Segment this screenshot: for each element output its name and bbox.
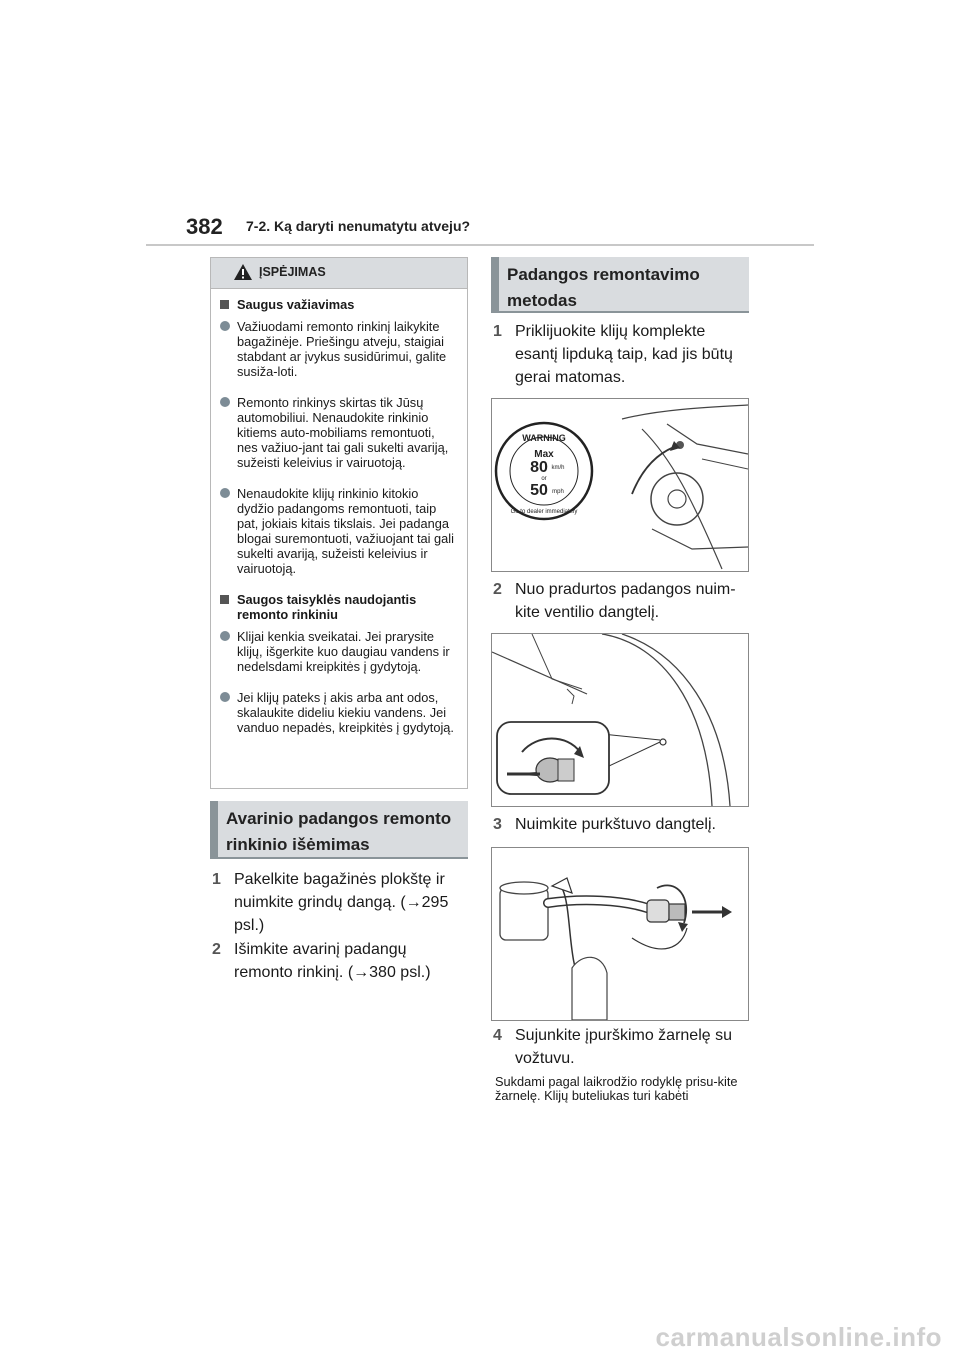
sprayer-cap-figure — [491, 847, 749, 1021]
sticker-illustration — [492, 399, 748, 571]
bullet-icon — [220, 321, 230, 331]
sticker-kmh-value: 80 — [530, 459, 548, 476]
valve-cap-figure — [491, 633, 749, 807]
sticker-mph-unit: mph — [552, 489, 564, 495]
watermark: carmanualsonline.info — [655, 1322, 942, 1352]
left-step-1: 1 Pakelkite bagažinės plokštę ir nuimkite grindų dangą. (→295 psl.) — [212, 871, 449, 934]
warning-item: Važiuodami remonto rinkinį laikykite bagažinėje. Priešingu atveju, staigiai stabdant ar įvykus susidūrimui, galite susiža-loti. — [219, 319, 457, 379]
sticker-ring-text: Go to dealer immediately — [510, 509, 578, 515]
sticker-or-text: or — [541, 476, 547, 482]
square-bullet-icon — [220, 595, 229, 604]
header-divider — [146, 244, 814, 246]
bullet-icon — [220, 488, 230, 498]
right-step-1: 1 Priklijuokite klijų komplekte esantį lipduką taip, kad jis būtų gerai matomas. — [493, 323, 733, 386]
bullet-icon — [220, 692, 230, 702]
sticker-warning-text: WARNING — [522, 433, 566, 443]
sticker-mph-value: 50 — [530, 482, 548, 499]
right-step-2: 2 Nuo pradurtos padangos nuim-kite ventilio dangtelį. — [493, 581, 736, 621]
square-bullet-icon — [220, 300, 229, 309]
warning-header — [211, 258, 467, 289]
warning-item: Remonto rinkinys skirtas tik Jūsų automobiliui. Nenaudokite rinkinio kitiems auto-mobiliams remontuoti, nes važiuo-jant tai gali sukelti avariją, sužeisti keleivius ir vairuotoją. — [219, 395, 457, 470]
bullet-icon — [220, 397, 230, 407]
right-step-3: 3 Nuimkite purkštuvo dangtelį. — [493, 816, 716, 833]
sticker-max-text: Max — [534, 449, 554, 460]
step-note: Sukdami pagal laikrodžio rodyklę prisu-kite žarnelę. Klijų buteliukas turi kabėti — [495, 1074, 738, 1103]
warning-triangle-icon — [233, 263, 253, 281]
warning-box — [210, 257, 468, 789]
warning-item: Jei klijų pateks į akis arba ant odos, skalaukite dideliu kiekiu vandens. Jei vanduo nepadės, kreipkitės į gydytoją. — [219, 690, 457, 735]
sticker-figure — [491, 398, 749, 572]
page-number: 382 — [186, 214, 223, 239]
warning-item: Nenaudokite klijų rinkinio kitokio dydžio padangoms remontuoti, taip pat, jokiais kitais tikslais. Jei padanga blogai suremontuoti, važiuojant tai gali sukelti avariją, sužeisti keleivius ir vairuotoją. — [219, 486, 457, 576]
warning-subheading: Saugus važiavimas — [219, 297, 457, 312]
valve-cap-illustration — [492, 634, 748, 806]
sprayer-cap-illustration — [492, 848, 748, 1020]
warning-title: ĮSPĖJIMAS — [259, 265, 326, 279]
right-step-4: 4 Sujunkite įpurškimo žarnelę su vožtuvu. — [493, 1027, 732, 1067]
bullet-icon — [220, 631, 230, 641]
warning-subheading: Saugos taisyklės naudojantis remonto rinkiniu — [219, 592, 457, 622]
sticker-kmh-unit: km/h — [551, 465, 565, 471]
warning-item: Klijai kenkia sveikatai. Jei prarysite klijų, išgerkite kuo daugiau vandens ir nedelsdami kreipkitės į gydytoją. — [219, 629, 457, 674]
repair-kit-removal-heading: Avarinio padangos remonto rinkinio išėmimas — [210, 801, 468, 859]
repair-method-heading: Padangos remontavimo metodas — [491, 257, 749, 313]
left-step-2: 2 Išimkite avarinį padangų remonto rinkinį. (→380 psl.) — [212, 941, 431, 981]
section-title: 7-2. Ką daryti nenumatytu atveju? — [246, 218, 471, 234]
warning-body — [211, 289, 467, 735]
